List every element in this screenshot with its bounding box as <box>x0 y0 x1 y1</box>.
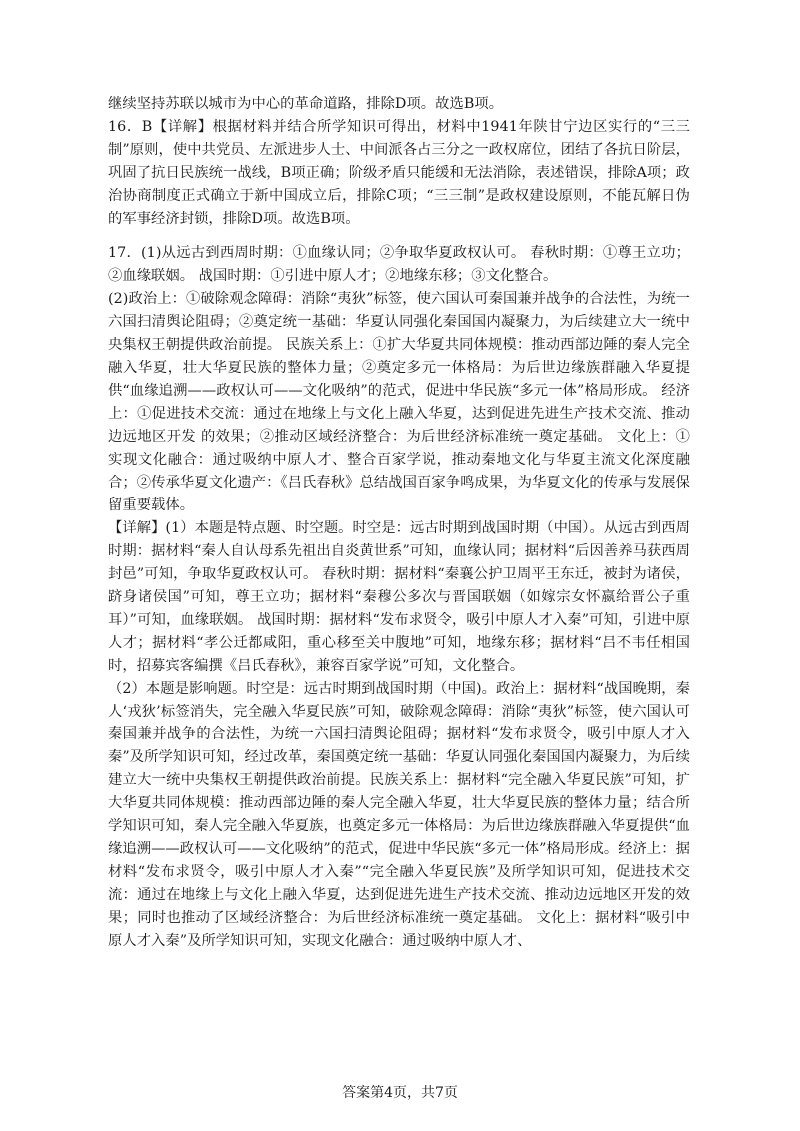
document-body <box>108 93 690 953</box>
paragraph-q17-part2-answer: (2)政治上：①破除观念障碍：消除“夷狄”标签，使六国认可秦国兼并战争的合法性，为统一六国扫清舆论阻碍；②奠定统一基础：华夏认同强化秦国国内凝聚力，为后续建立大一统中央集权王朝提供政治前提。 民族关系上：①扩大华夏共同体规模：推动西部边陲的秦人完全融入华夏，壮大华夏民族的整体力量；②奠定多元一体格局：为后世边缘族群融入华夏提供“血缘追溯——政权认可——文化吸纳”的范式，促进中华民族“多元一体”格局形成。 经济上：①促进技术交流：通过在地缘上与文化上融入华夏，达到促进先进生产技术交流、推动边远地区开发 的效果；②推动区域经济整合：为后世经济标准统一奠定基础。 文化上：①实现文化融合：通过吸纳中原人才、整合百家学说，推动秦地文化与华夏主流文化深度融合；②传承华夏文化遗产：《吕氏春秋》总结战国百家争鸣成果，为华夏文化的传承与发展保留重要载体。 <box>108 291 690 514</box>
paragraph-q17-detail-part1: 【详解】(1）本题是特点题、时空题。时空是：远古时期到战国时期（中国）。从远古到西周时期：据材料“秦人自认母系先祖出自炎黄世系”可知，血缘认同；据材料“后因善养马获西周封邑”可知，争取华夏政权认可。 春秋时期：据材料“秦襄公护卫周平王东迁，被封为诸侯，跻身诸侯国”可知，尊王立功；据材料“秦穆公多次与晋国联姻（如嫁宗女怀嬴给晋公子重耳）”可知，血缘联姻。 战国时期：据材料“发布求贤令，吸引中原人才入秦”可知，引进中原人才；据材料“孝公迁都咸阳，重心移至关中腹地”可知，地缘东移；据材料“吕不韦任相国时，招募宾客编撰《吕氏春秋》，兼容百家学说”可知，文化整合。 <box>108 520 690 674</box>
paragraph-q17-part1-answer: 17．(1)从远古到西周时期：①血缘认同；②争取华夏政权认可。 春秋时期：①尊王立功；②血缘联姻。 战国时期：①引进中原人才；②地缘东移；③文化整合。 <box>108 245 690 285</box>
paragraph-spacer <box>108 230 690 242</box>
paragraph-q16-answer: 16．B【详解】根据材料并结合所学知识可得出，材料中1941年陕甘宁边区实行的“三三制”原则，使中共党员、左派进步人士、中间派各占三分之一政权席位，团结了各抗日阶层，巩固了抗日民族统一战线，B项正确；阶级矛盾只能缓和无法消除，表述错误，排除A项；政治协商制度正式确立于新中国成立后，排除C项；“三三制”是政权建设原则，不能瓦解日伪的军事经济封锁，排除D项。故选B项。 <box>108 118 690 227</box>
paragraph-q17-detail-part2: （2）本题是影响题。时空是：远古时期到战国时期（中国)。政治上：据材料“战国晚期，秦人‘戎狄’标签消失，完全融入华夏民族”可知，破除观念障碍：消除“夷狄”标签，使六国认可秦国兼并战争的合法性，为统一六国扫清舆论阻碍；据材料“发布求贤令，吸引中原人才入秦”及所学知识可知，经过改革，秦国奠定统一基础：华夏认同强化秦国国内凝聚力，为后续建立大一统中央集权王朝提供政治前提。民族关系上：据材料“完全融入华夏民族”可知，扩大华夏共同体规模：推动西部边陲的秦人完全融入华夏，壮大华夏民族的整体力量；结合所学知识可知，秦人完全融入华夏族，也奠定多元一体格局：为后世边缘族群融入华夏提供“血缘追溯——政权认可——文化吸纳”的范式，促进中华民族“多元一体”格局形成。经济上：据材料“发布求贤令，吸引中原人才入秦”“完全融入华夏民族”及所学知识可知，促进技术交流：通过在地缘上与文化上融入华夏，达到促进先进生产技术交流、推动边远地区开发的效果；同时也推动了区域经济整合：为后世经济标准统一奠定基础。 文化上：据材料“吸引中原人才入秦”及所学知识可知，实现文化融合：通过吸纳中原人才、 <box>108 680 690 949</box>
page-footer: 答案第4页，共7页 <box>342 1085 458 1101</box>
paragraph-q15-tail: 继续坚持苏联以城市为中心的革命道路，排除D项。故选B项。 <box>108 96 504 112</box>
